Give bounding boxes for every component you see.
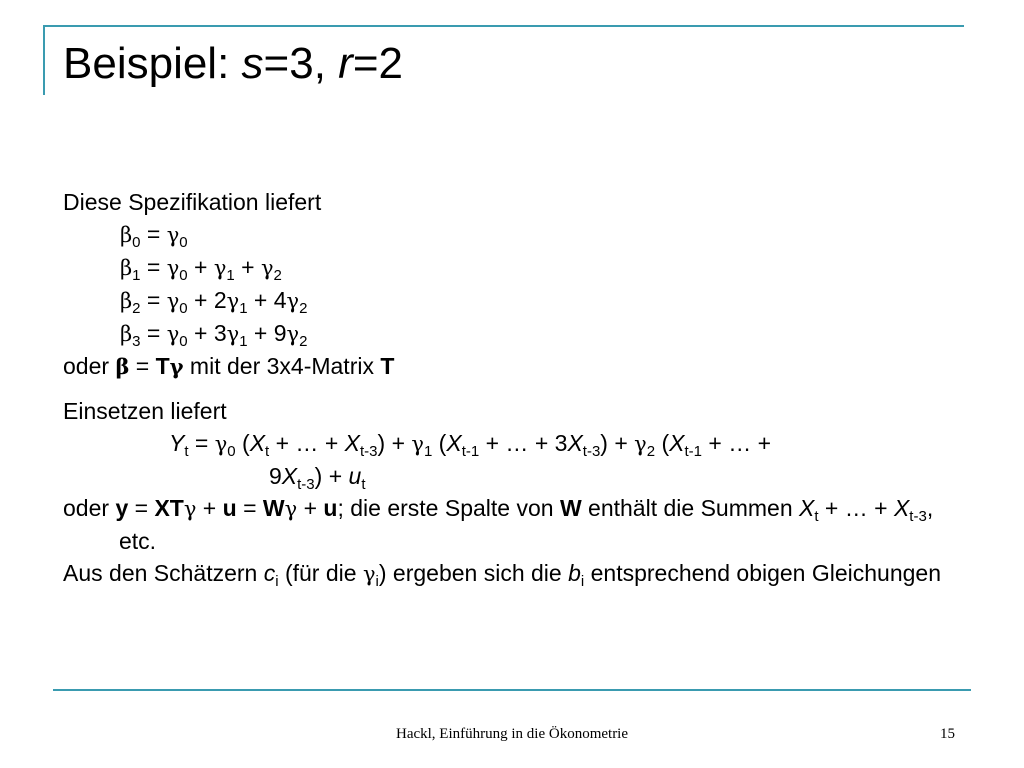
equation-beta-1: $\beta_1 = \gamma_0 + \gamma_1 + \gamma_2$ <box>120 254 282 284</box>
equation-beta-2: $\beta_2 = \gamma_0 + 2\gamma_1 + 4\gamma_2$ <box>120 287 308 317</box>
title-frame-top-rule <box>43 25 964 27</box>
model-equation-line-2: $9X_{t-3}) + u_t$ <box>269 463 366 493</box>
title-frame-left-rule <box>43 25 45 95</box>
slide-title: Beispiel: s=3, r=2 <box>63 39 403 88</box>
matrix-form-line: oder β = Tγ mit der 3x4-Matrix T <box>63 353 395 379</box>
matrix-model-paragraph: oder y = XTγ + u = Wγ + u; die erste Spalte von W enthält die Summen $X_t$ + … + $X_{t-3}$, etc. <box>63 495 934 554</box>
intro-line: Diese Spezifikation liefert <box>63 189 322 215</box>
estimator-paragraph: Aus den Schätzern $c_i$ (für die $\gamma_i$) ergeben sich die $b_i$ entsprechend obigen Gleichungen <box>63 560 942 590</box>
footer-rule <box>53 689 971 691</box>
model-equation-line-1: $Y_t = \gamma_0$ ($X_t$ + … + $X_{t-3}) + \gamma_1$ ($X_{t-1}$ + … + $3X_{t-3}) + \gamma_2$ ($X_{t-1}$ + … + <box>169 430 772 460</box>
footer-text: Hackl, Einführung in die Ökonometrie <box>395 726 629 742</box>
page-number: 15 <box>940 726 955 742</box>
slide-body <box>63 186 943 590</box>
substitution-intro: Einsetzen liefert <box>63 398 227 424</box>
equation-beta-0: $\beta_0 = \gamma_0$ <box>120 221 188 251</box>
equation-beta-3: $\beta_3 = \gamma_0 + 3\gamma_1 + 9\gamma_2$ <box>120 320 308 350</box>
